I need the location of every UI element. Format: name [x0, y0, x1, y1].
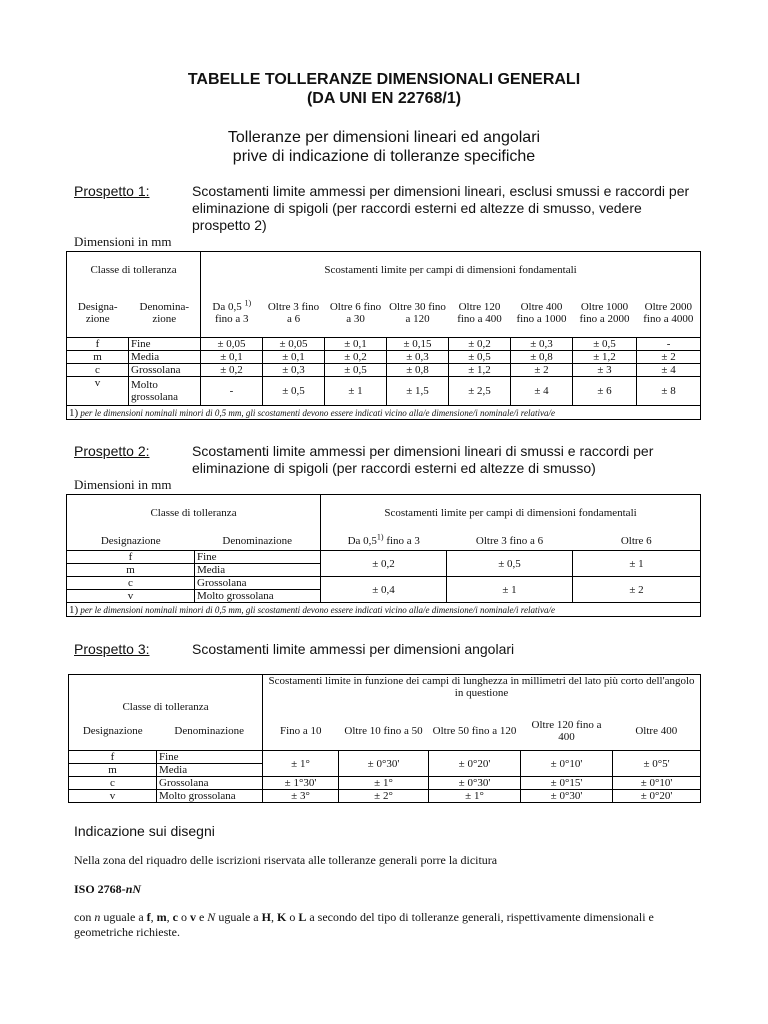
- cell-value: ± 4: [511, 377, 573, 406]
- table-footnote: 1) per le dimensioni nominali minori di 0,5 mm, gli scostamenti devono essere indicati vicino alla/e dimensione/i nominale/i relativa/e: [67, 406, 701, 420]
- prospetto-1-units: Dimensioni in mm: [74, 234, 172, 249]
- prospetto-2-label: Prospetto 2:: [74, 443, 150, 459]
- table-prospetto-2: [66, 494, 701, 617]
- cell-value: ± 0,05: [263, 338, 325, 351]
- header-denominazione: Denomina-zione: [129, 289, 201, 338]
- table-prospetto-1: [66, 251, 701, 420]
- cell-value: ± 1,5: [387, 377, 449, 406]
- cell-designazione: c: [69, 777, 157, 790]
- cell-value: ± 0,1: [201, 351, 263, 364]
- table-row: [67, 351, 701, 364]
- indicazione-heading: Indicazione sui disegni: [74, 823, 215, 839]
- indicazione-paragraph-1: Nella zona del riquadro delle iscrizioni riservata alle tolleranze generali porre la dicitura: [74, 853, 498, 867]
- cell-value: ± 0,2: [201, 364, 263, 377]
- cell-value: ± 8: [637, 377, 701, 406]
- cell-value: ± 0°20': [613, 790, 701, 803]
- table-row: [67, 551, 701, 564]
- cell-value: ± 0,3: [387, 351, 449, 364]
- cell-value: ± 0,05: [201, 338, 263, 351]
- col-header: Oltre 120 fino a 400: [521, 713, 613, 751]
- cell-value: ± 0,5: [447, 551, 573, 577]
- cell-value: ± 0,1: [325, 338, 387, 351]
- table-prospetto-3: [68, 674, 701, 803]
- prospetto-2-units: Dimensioni in mm: [74, 477, 172, 492]
- col-header: Oltre 6 fino a 30: [325, 289, 387, 338]
- cell-value: ± 0°30': [339, 751, 429, 777]
- table-row: [69, 777, 701, 790]
- cell-designazione: c: [67, 577, 195, 590]
- prospetto-2-text: Scostamenti limite ammessi per dimensioni lineari di smussi e raccordi per eliminazione di spigoli (per raccordi esterni ed altezze di smusso): [192, 443, 654, 476]
- cell-denominazione: Grossolana: [129, 364, 201, 377]
- cell-value: ± 0°5': [613, 751, 701, 777]
- cell-value: ± 1,2: [573, 351, 637, 364]
- cell-denominazione: Fine: [157, 751, 263, 764]
- cell-value: ± 0,2: [449, 338, 511, 351]
- cell-value: ± 4: [637, 364, 701, 377]
- header-classe: Classe di tolleranza: [67, 252, 201, 289]
- cell-designazione: v: [69, 790, 157, 803]
- col-header: Oltre 10 fino a 50: [339, 713, 429, 751]
- indicazione-paragraph-2: con n uguale a f, m, c o v e N uguale a H, K o L a secondo del tipo di tolleranze generali, rispettivamente dimensionali e geometriche richieste.: [74, 910, 654, 939]
- cell-denominazione: Molto grossolana: [195, 590, 321, 603]
- cell-denominazione: Fine: [195, 551, 321, 564]
- col-header: Oltre 120 fino a 400: [449, 289, 511, 338]
- col-header: Oltre 6: [573, 532, 701, 551]
- cell-denominazione: Molto grossolana: [129, 377, 201, 406]
- table-row: [69, 790, 701, 803]
- col-header: Oltre 400: [613, 713, 701, 751]
- cell-value: -: [637, 338, 701, 351]
- cell-denominazione: Media: [157, 764, 263, 777]
- cell-value: ± 3: [573, 364, 637, 377]
- table-row: [67, 364, 701, 377]
- cell-value: ± 1: [573, 551, 701, 577]
- col-header: Oltre 2000 fino a 4000: [637, 289, 701, 338]
- cell-value: ± 0°20': [429, 751, 521, 777]
- cell-value: ± 0,5: [449, 351, 511, 364]
- cell-denominazione: Media: [195, 564, 321, 577]
- cell-value: ± 2: [511, 364, 573, 377]
- iso-designation: ISO 2768-nN: [74, 882, 142, 896]
- cell-value: ± 0,5: [263, 377, 325, 406]
- cell-value: ± 0,15: [387, 338, 449, 351]
- cell-designazione: m: [67, 564, 195, 577]
- subtitle-line-2: prive di indicazione di tolleranze specifiche: [232, 148, 536, 165]
- cell-designazione: v: [67, 377, 129, 406]
- cell-value: ± 1°: [339, 777, 429, 790]
- table-row: [67, 577, 701, 590]
- cell-value: ± 2: [573, 577, 701, 603]
- header-classe: Classe di tolleranza: [69, 675, 263, 713]
- col-header: Oltre 50 fino a 120: [429, 713, 521, 751]
- cell-value: ± 0,5: [573, 338, 637, 351]
- prospetto-1-label: Prospetto 1:: [74, 183, 150, 199]
- cell-value: ± 2°: [339, 790, 429, 803]
- header-denominazione: Denominazione: [195, 532, 321, 551]
- cell-value: ± 0°10': [613, 777, 701, 790]
- title-line-2: (DA UNI EN 22768/1): [306, 90, 462, 107]
- col-header: Oltre 3 fino a 6: [263, 289, 325, 338]
- cell-value: ± 1,2: [449, 364, 511, 377]
- cell-value: ± 0°30': [429, 777, 521, 790]
- cell-designazione: m: [67, 351, 129, 364]
- title-line-1: TABELLE TOLLERANZE DIMENSIONALI GENERALI: [187, 71, 581, 88]
- col-header-1: Da 0,5 $^{1)}$ fino a 3: [201, 289, 263, 338]
- table-footnote: 1) per le dimensioni nominali minori di 0,5 mm, gli scostamenti devono essere indicati vicino alla/e dimensione/i nominale/i relativa/e: [67, 603, 701, 617]
- cell-value: ± 0,3: [263, 364, 325, 377]
- col-header: Oltre 400 fino a 1000: [511, 289, 573, 338]
- cell-value: ± 1: [447, 577, 573, 603]
- header-designazione: Designa-zione: [67, 289, 129, 338]
- header-scostamenti: Scostamenti limite in funzione dei campi di lunghezza in millimetri del lato più corto dell'angolo in questione: [263, 675, 701, 713]
- cell-designazione: f: [67, 551, 195, 564]
- cell-value: ± 0,2: [325, 351, 387, 364]
- table-row: [69, 751, 701, 764]
- header-designazione: Designazione: [67, 532, 195, 551]
- col-header: Oltre 1000 fino a 2000: [573, 289, 637, 338]
- cell-value: ± 2: [637, 351, 701, 364]
- cell-value: ± 0°10': [521, 751, 613, 777]
- cell-value: -: [201, 377, 263, 406]
- cell-value: ± 0,5: [325, 364, 387, 377]
- header-scostamenti: Scostamenti limite per campi di dimensioni fondamentali: [201, 252, 701, 289]
- cell-designazione: m: [69, 764, 157, 777]
- header-classe: Classe di tolleranza: [67, 495, 321, 532]
- cell-value: ± 1°: [429, 790, 521, 803]
- prospetto-3-text: Scostamenti limite ammessi per dimensioni angolari: [192, 641, 515, 657]
- cell-value: ± 6: [573, 377, 637, 406]
- header-scostamenti: Scostamenti limite per campi di dimensioni fondamentali: [321, 495, 701, 532]
- cell-value: ± 1: [325, 377, 387, 406]
- table-row: [67, 338, 701, 351]
- cell-value: ± 0,8: [511, 351, 573, 364]
- col-header: Oltre 30 fino a 120: [387, 289, 449, 338]
- cell-value: ± 1°: [263, 751, 339, 777]
- cell-denominazione: Grossolana: [195, 577, 321, 590]
- subtitle-line-1: Tolleranze per dimensioni lineari ed angolari: [227, 129, 541, 146]
- cell-value: ± 0,4: [321, 577, 447, 603]
- cell-value: ± 3°: [263, 790, 339, 803]
- cell-value: ± 1°30': [263, 777, 339, 790]
- cell-denominazione: Molto grossolana: [157, 790, 263, 803]
- cell-value: ± 2,5: [449, 377, 511, 406]
- header-designazione: Designazione: [69, 713, 157, 751]
- col-header: Fino a 10: [263, 713, 339, 751]
- prospetto-3-label: Prospetto 3:: [74, 641, 150, 657]
- table-row: [67, 377, 701, 406]
- cell-denominazione: Fine: [129, 338, 201, 351]
- cell-value: ± 0,1: [263, 351, 325, 364]
- doc-subtitle: [0, 128, 768, 166]
- cell-value: ± 0°15': [521, 777, 613, 790]
- cell-denominazione: Media: [129, 351, 201, 364]
- cell-value: ± 0,2: [321, 551, 447, 577]
- cell-denominazione: Grossolana: [157, 777, 263, 790]
- cell-value: ± 0,3: [511, 338, 573, 351]
- header-denominazione: Denominazione: [157, 713, 263, 751]
- cell-designazione: f: [69, 751, 157, 764]
- cell-designazione: c: [67, 364, 129, 377]
- prospetto-1-text: Scostamenti limite ammessi per dimensioni lineari, esclusi smussi e raccordi per eliminazione di spigoli (per raccordi esterni ed altezze di smusso, vedere prospetto 2): [192, 183, 690, 233]
- cell-value: ± 0,8: [387, 364, 449, 377]
- doc-title: [0, 70, 768, 108]
- cell-designazione: v: [67, 590, 195, 603]
- col-header-1: Da 0,5$^{1)}$ fino a 3: [321, 532, 447, 551]
- col-header: Oltre 3 fino a 6: [447, 532, 573, 551]
- cell-value: ± 0°30': [521, 790, 613, 803]
- cell-designazione: f: [67, 338, 129, 351]
